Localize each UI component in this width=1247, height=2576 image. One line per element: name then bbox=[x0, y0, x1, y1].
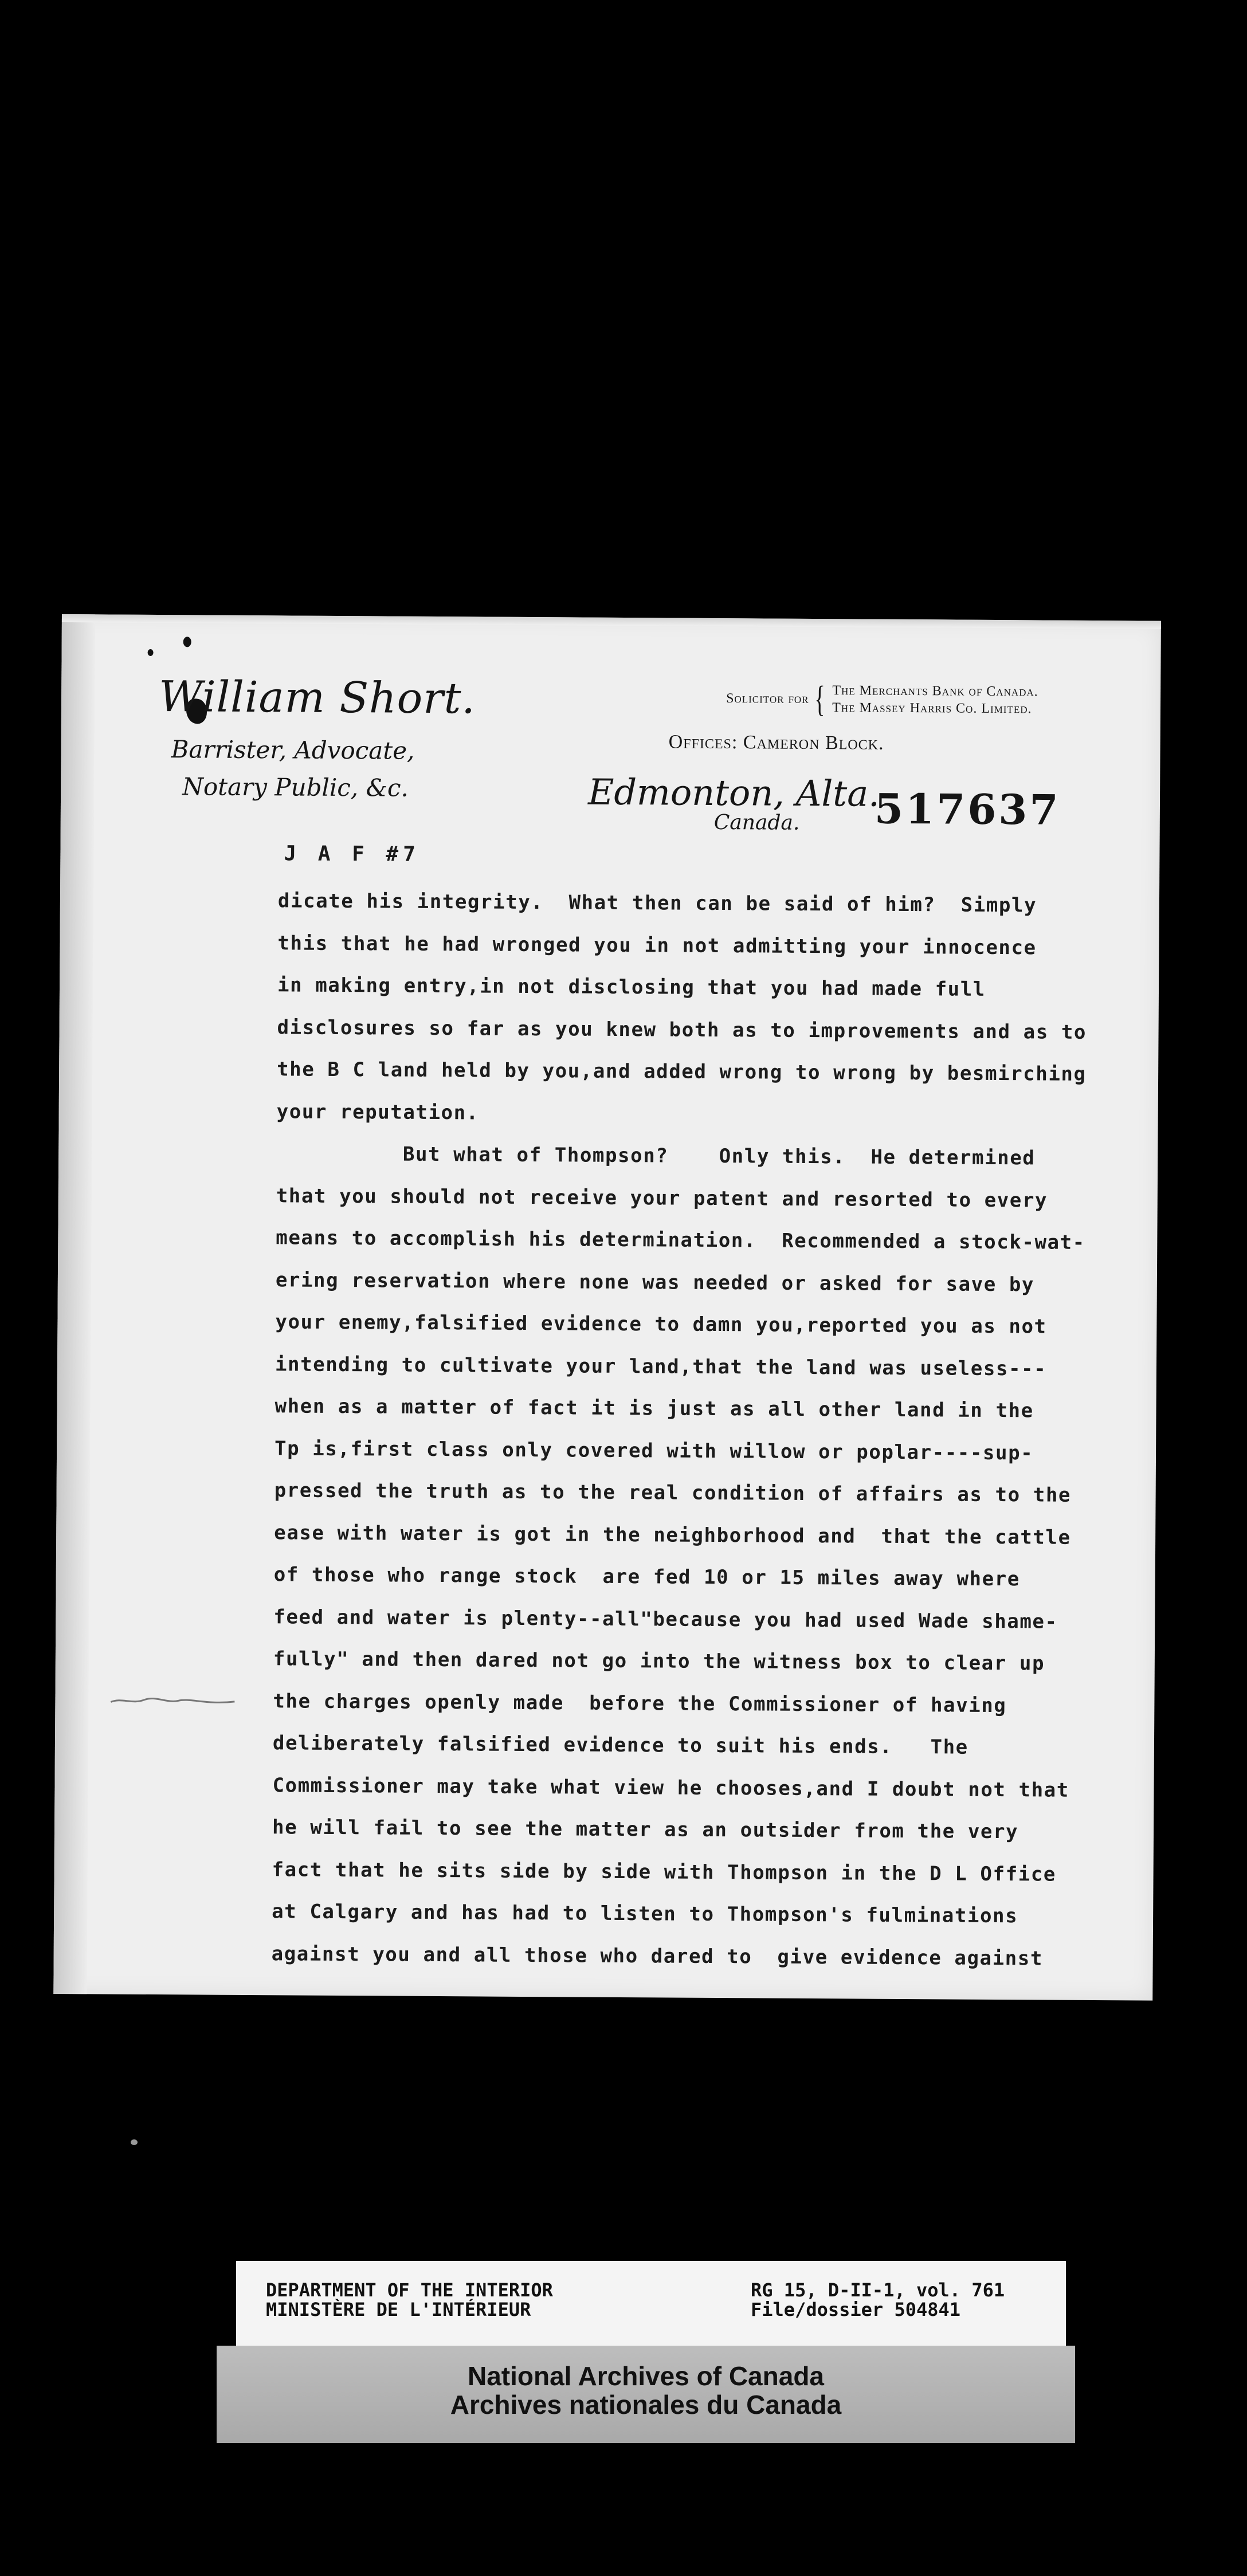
solicitor-brace: { bbox=[814, 678, 826, 720]
reference-line: J A F #7 bbox=[284, 842, 420, 866]
letter-body bbox=[271, 880, 1138, 1980]
body-line: Commissioner may take what view he chooses,and I doubt not that bbox=[272, 1773, 1070, 1802]
body-line: this that he had wronged you in not admitting your innocence bbox=[277, 931, 1037, 959]
body-line: feed and water is plenty--all"because you had used Wade shame- bbox=[273, 1605, 1058, 1633]
letterhead-name: William Short. bbox=[158, 672, 476, 724]
punch-hole bbox=[148, 649, 154, 656]
body-line: the B C land held by you,and added wrong to wrong by besmirching bbox=[277, 1058, 1087, 1086]
body-line: your reputation. bbox=[276, 1099, 479, 1124]
body-line: against you and all those who dared to give evidence against bbox=[271, 1942, 1044, 1970]
solicitor-label: Solicitor for bbox=[726, 690, 809, 706]
body-line: But what of Thompson? Only this. He determined bbox=[276, 1142, 1036, 1170]
body-line: the charges openly made before the Commissioner of having bbox=[273, 1689, 1007, 1717]
letter-page bbox=[53, 614, 1161, 2001]
letterhead-country: Canada. bbox=[713, 810, 800, 835]
department-fr: MINISTÈRE DE L'INTÉRIEUR bbox=[266, 2299, 531, 2320]
national-archives-fr: Archives nationales du Canada bbox=[450, 2390, 842, 2420]
body-line: at Calgary and has had to listen to Thompson's fulminations bbox=[272, 1900, 1018, 1928]
solicitor-client: The Merchants Bank of Canada. bbox=[832, 683, 1038, 700]
solicitor-clients bbox=[832, 682, 1038, 717]
body-line: that you should not receive your patent and resorted to every bbox=[276, 1184, 1048, 1212]
body-line: ease with water is got in the neighborhood and that the cattle bbox=[274, 1521, 1071, 1549]
body-line: ering reservation where none was needed or asked for save by bbox=[275, 1268, 1035, 1296]
archive-label-department bbox=[236, 2261, 1066, 2350]
body-line: means to accomplish his determination. Recommended a stock-wat- bbox=[276, 1226, 1085, 1254]
page-top-edge bbox=[62, 614, 1161, 629]
page-left-edge bbox=[53, 614, 95, 1994]
body-line: fact that he sits side by side with Thompson in the D L Office bbox=[272, 1858, 1057, 1886]
offices-address: Offices: Cameron Block. bbox=[668, 731, 884, 754]
body-line: deliberately falsified evidence to suit his ends. The bbox=[272, 1731, 968, 1759]
body-line: your enemy,falsified evidence to damn you,reported you as not bbox=[275, 1310, 1047, 1338]
body-line: Tp is,first class only covered with willow or poplar----sup- bbox=[274, 1436, 1034, 1464]
body-line: disclosures so far as you knew both as to improvements and as to bbox=[277, 1015, 1087, 1044]
file-stamp-number: 517637 bbox=[874, 784, 1061, 834]
national-archives-en: National Archives of Canada bbox=[467, 2361, 824, 2391]
record-group: RG 15, D-II-1, vol. 761 bbox=[751, 2279, 1005, 2301]
letterhead-title-notary: Notary Public, &c. bbox=[182, 772, 409, 802]
solicitor-block bbox=[726, 680, 1038, 718]
punch-hole bbox=[183, 637, 191, 647]
file-reference bbox=[751, 2280, 1005, 2319]
body-line: intending to cultivate your land,that the land was useless--- bbox=[275, 1352, 1047, 1381]
solicitor-client: The Massey Harris Co. Limited. bbox=[832, 700, 1032, 717]
body-line: he will fail to see the matter as an outsider from the very bbox=[272, 1816, 1019, 1844]
margin-pencil-mark bbox=[109, 1692, 236, 1710]
body-line: pressed the truth as to the real condition of affairs as to the bbox=[274, 1479, 1072, 1507]
archive-label-nac bbox=[217, 2346, 1075, 2443]
national-archives-name bbox=[217, 2362, 1075, 2419]
file-dossier: File/dossier 504841 bbox=[751, 2299, 961, 2320]
body-line: fully" and then dared not go into the witness box to clear up bbox=[273, 1647, 1045, 1675]
body-line: in making entry,in not disclosing that you had made full bbox=[277, 973, 986, 1001]
letterhead-title-barrister: Barrister, Advocate, bbox=[171, 735, 415, 765]
department-name bbox=[266, 2280, 553, 2319]
body-line: dicate his integrity. What then can be said of him? Simply bbox=[277, 889, 1037, 917]
body-line: when as a matter of fact it is just as all other land in the bbox=[275, 1395, 1034, 1423]
letterhead-place: Edmonton, Alta. bbox=[587, 771, 880, 815]
dust-speck bbox=[131, 2139, 138, 2145]
department-en: DEPARTMENT OF THE INTERIOR bbox=[266, 2279, 553, 2301]
body-line: of those who range stock are fed 10 or 15 miles away where bbox=[273, 1563, 1020, 1591]
